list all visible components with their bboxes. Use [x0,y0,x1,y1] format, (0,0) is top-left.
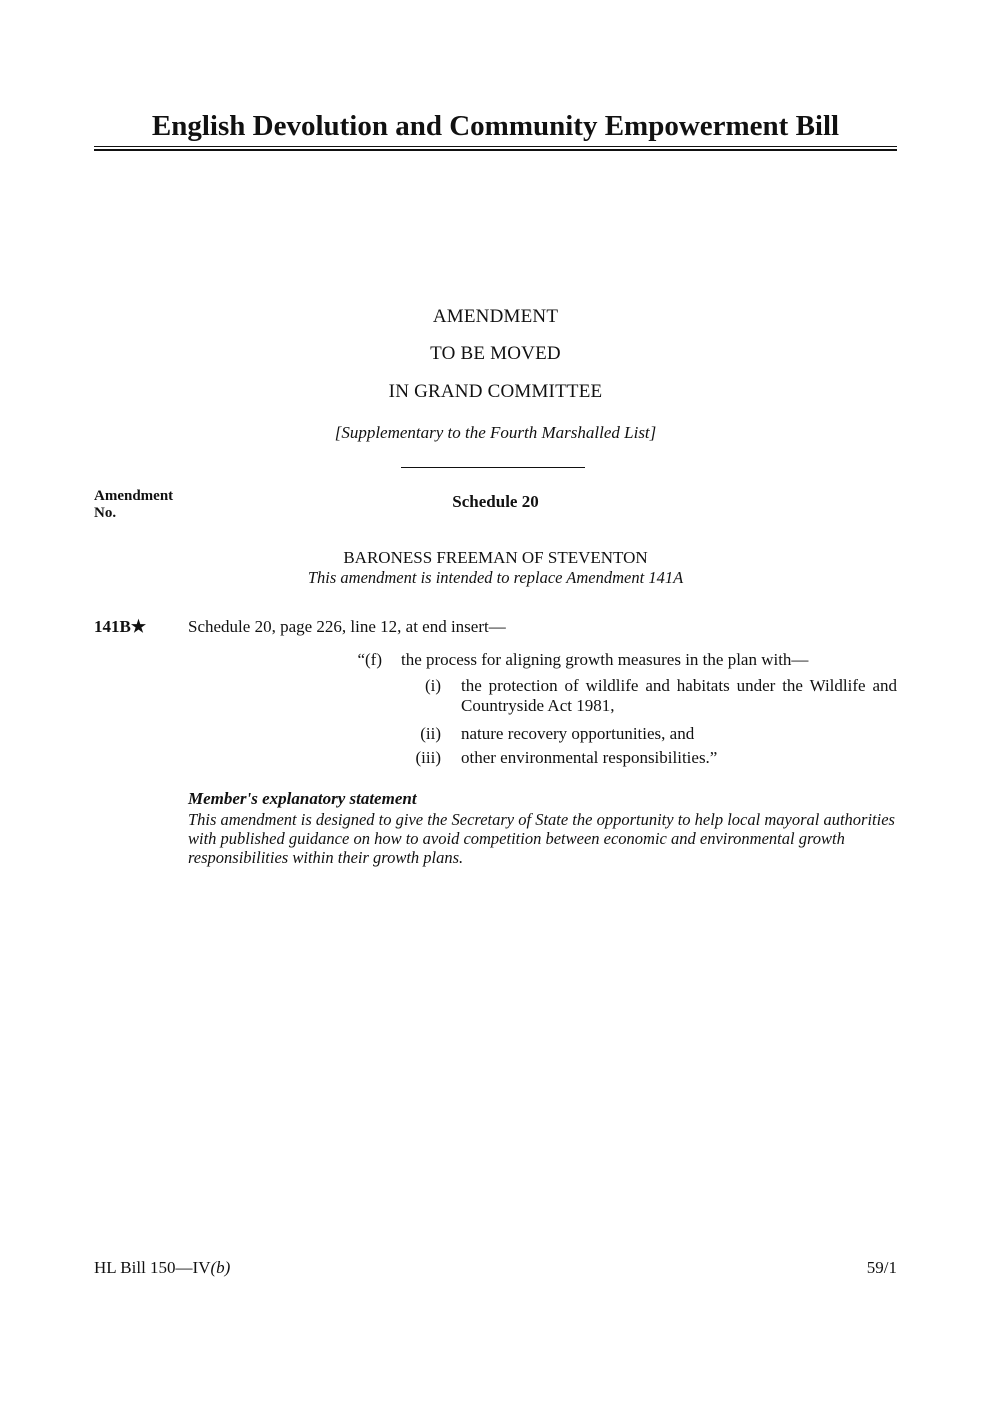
heading-amendment: AMENDMENT [432,306,559,327]
amendment-instruction: Schedule 20, page 226, line 12, at end insert— [188,617,506,636]
title-rule-thin [94,146,897,147]
subitem-number: (i) [424,676,441,695]
mover-name: BARONESS FREEMAN OF STEVENTON [343,548,648,567]
title-rule-thick [94,149,897,151]
section-divider [401,467,585,468]
supplementary-note: [Supplementary to the Fourth Marshalled List] [334,423,657,442]
subitem-text: other environmental responsibilities.” [461,748,718,767]
heading-grand-committee: IN GRAND COMMITTEE [388,381,603,402]
amendment-number: 141B★ [94,617,147,636]
bill-title: English Devolution and Community Empowerment Bill [151,110,840,142]
schedule-heading: Schedule 20 [452,492,539,511]
subitem-text: the protection of wildlife and habitats under the Wildlife and Countryside Act 1981, [461,676,897,715]
explanatory-statement-heading: Member's explanatory statement [188,789,417,808]
subitem-number: (ii) [420,724,441,743]
explanatory-statement-body: This amendment is designed to give the Secretary of State the opportunity to help local mayoral authorities with published guidance on how to avoid competition between economic and environmental growth responsibilities within their growth plans. [188,810,895,867]
heading-to-be-moved: TO BE MOVED [430,343,561,364]
mover-note: This amendment is intended to replace Amendment 141A [307,568,684,587]
paragraph-number: “(f) [357,650,382,669]
paragraph-text: the process for aligning growth measures in the plan with— [401,650,809,669]
bill-reference: HL Bill 150—IV(b) [94,1258,231,1277]
amendment-no-label: Amendment No. [94,488,174,521]
subitem-text: nature recovery opportunities, and [461,724,695,743]
page-reference: 59/1 [866,1258,897,1277]
subitem-number: (iii) [415,748,441,767]
